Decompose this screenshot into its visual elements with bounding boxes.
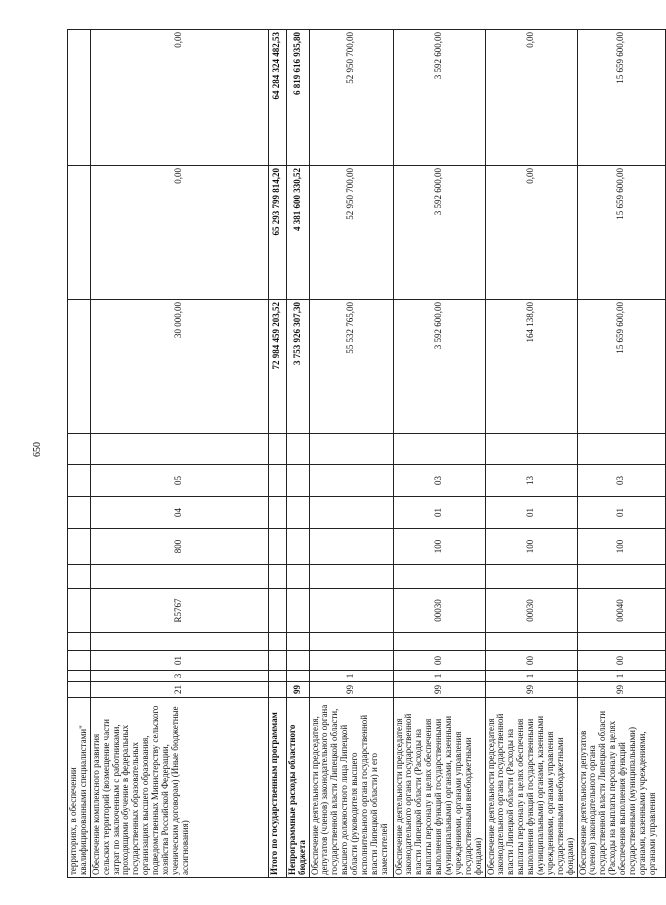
table-row (90, 30, 268, 878)
funding-code-2 (286, 465, 309, 497)
rz-code: 1 (309, 671, 393, 682)
value-year-2 (68, 166, 91, 300)
row-name: Обеспечение деятельности председателя законодательного органа государственной власти Липецкой области (Расходы на выплаты персоналу в целях обеспечения выполнения функций государственными (муниципальными) органами, казенными учреждениями, органами управления государственными внебюджетными фондами) (485, 698, 577, 878)
funding-code-3 (309, 434, 393, 465)
row-name: Обеспечение деятельности председателя, депутатов (членов) законодательного органа государственной власти Липецкой области, высшего должностного лица Липецкой области (руководителя высшего исполнительного органа государственной власти Липецкой области) и его заместителей (309, 698, 393, 878)
rz-code: 1 (393, 671, 485, 682)
csr-part-1 (577, 633, 665, 651)
table-row (309, 30, 393, 878)
funding-code-1: 04 (90, 497, 268, 529)
csr-part-2 (309, 589, 393, 633)
funding-code-3 (577, 434, 665, 465)
table-row (286, 30, 309, 878)
funding-code-3 (68, 434, 91, 465)
rz-code: 1 (577, 671, 665, 682)
csr-part-3 (309, 565, 393, 589)
table-row (393, 30, 485, 878)
funding-code-3 (485, 434, 577, 465)
value-year-1: 30 000,00 (90, 300, 268, 434)
csr-part-2: R5767 (90, 589, 268, 633)
csr-part-3 (286, 565, 309, 589)
funding-code-1 (286, 497, 309, 529)
value-year-3: 0,00 (90, 30, 268, 166)
funding-code-3 (268, 434, 286, 465)
value-year-1 (68, 300, 91, 434)
funding-code-2: 13 (485, 465, 577, 497)
value-year-3: 6 819 616 935,80 (286, 30, 309, 166)
pr-code: 01 (90, 651, 268, 671)
pr-code: 00 (393, 651, 485, 671)
value-year-1: 15 659 600,00 (577, 300, 665, 434)
funding-code-3 (286, 434, 309, 465)
csr-part-3 (68, 565, 91, 589)
table-row (268, 30, 286, 878)
value-year-3: 0,00 (485, 30, 577, 166)
value-year-3 (68, 30, 91, 166)
row-name: Итого по государственным программам (268, 698, 286, 878)
vr-code: 100 (485, 529, 577, 565)
rz-code: 1 (485, 671, 577, 682)
vr-code (268, 529, 286, 565)
funding-code-1: 01 (393, 497, 485, 529)
csr-part-3 (90, 565, 268, 589)
rz-code (286, 671, 309, 682)
value-year-3: 15 659 600,00 (577, 30, 665, 166)
rotated-page (67, 30, 657, 878)
funding-code-2: 05 (90, 465, 268, 497)
value-year-3: 3 592 600,00 (393, 30, 485, 166)
value-year-2: 65 293 799 814,20 (268, 166, 286, 300)
pr-code: 00 (577, 651, 665, 671)
ved-code: 99 (577, 682, 665, 698)
ved-code (268, 682, 286, 698)
funding-code-2: 03 (393, 465, 485, 497)
value-year-1: 3 753 926 307,30 (286, 300, 309, 434)
ved-code: 99 (393, 682, 485, 698)
value-year-1: 72 984 459 203,52 (268, 300, 286, 434)
row-name: Непрограммные расходы областного бюджета (286, 698, 309, 878)
csr-part-3 (485, 565, 577, 589)
value-year-1: 55 532 765,00 (309, 300, 393, 434)
ved-code: 99 (309, 682, 393, 698)
pr-code (268, 651, 286, 671)
pr-code (286, 651, 309, 671)
funding-code-2 (68, 465, 91, 497)
budget-table (67, 29, 666, 878)
vr-code: 100 (577, 529, 665, 565)
funding-code-1 (309, 497, 393, 529)
value-year-1: 164 138,00 (485, 300, 577, 434)
funding-code-1: 01 (485, 497, 577, 529)
ved-code: 99 (286, 682, 309, 698)
pr-code (309, 651, 393, 671)
row-name: территориях, в обеспечении квалифицированными специалистами" (68, 698, 91, 878)
row-name: Обеспечение комплексного развития сельских территорий (возмещение части затрат по заключенным с работниками, проходящими обучение в федеральных государственных образовательных организациях высшего образования, подведомственных Министерству сельского хозяйства Российской Федерации, ученическим договорам) (Иные бюджетные ассигнования) (90, 698, 268, 878)
value-year-2: 4 381 600 330,52 (286, 166, 309, 300)
csr-part-3 (268, 565, 286, 589)
csr-part-2: 00040 (577, 589, 665, 633)
csr-part-1 (393, 633, 485, 651)
csr-part-1 (309, 633, 393, 651)
funding-code-1 (268, 497, 286, 529)
csr-part-2 (68, 589, 91, 633)
value-year-2: 0,00 (485, 166, 577, 300)
csr-part-1 (90, 633, 268, 651)
funding-code-2: 03 (577, 465, 665, 497)
funding-code-3 (393, 434, 485, 465)
pr-code (68, 651, 91, 671)
ved-code: 21 (90, 682, 268, 698)
table-row (577, 30, 665, 878)
vr-code: 800 (90, 529, 268, 565)
csr-part-1 (286, 633, 309, 651)
csr-part-2 (268, 589, 286, 633)
funding-code-3 (90, 434, 268, 465)
funding-code-2 (309, 465, 393, 497)
pr-code: 00 (485, 651, 577, 671)
csr-part-1 (68, 633, 91, 651)
csr-part-3 (577, 565, 665, 589)
value-year-3: 64 284 324 482,53 (268, 30, 286, 166)
csr-part-2: 00030 (393, 589, 485, 633)
csr-part-2 (286, 589, 309, 633)
rz-code (68, 671, 91, 682)
value-year-1: 3 592 600,00 (393, 300, 485, 434)
value-year-2: 0,00 (90, 166, 268, 300)
value-year-2: 15 659 600,00 (577, 166, 665, 300)
csr-part-2: 00030 (485, 589, 577, 633)
page-number: 650 (32, 442, 43, 457)
value-year-2: 3 592 600,00 (393, 166, 485, 300)
funding-code-1: 01 (577, 497, 665, 529)
vr-code (286, 529, 309, 565)
rz-code: 3 (90, 671, 268, 682)
value-year-3: 52 950 700,00 (309, 30, 393, 166)
funding-code-1 (68, 497, 91, 529)
csr-part-1 (485, 633, 577, 651)
vr-code (68, 529, 91, 565)
ved-code: 99 (485, 682, 577, 698)
vr-code: 100 (393, 529, 485, 565)
csr-part-3 (393, 565, 485, 589)
row-name: Обеспечение деятельности председателя законодательного органа государственной власти Липецкой области (Расходы на выплаты персоналу в целях обеспечения выполнения функций государственными (муниципальными) органами, казенными учреждениями, органами управления государственными внебюджетными фондами) (393, 698, 485, 878)
vr-code (309, 529, 393, 565)
table-row (485, 30, 577, 878)
csr-part-1 (268, 633, 286, 651)
value-year-2: 52 950 700,00 (309, 166, 393, 300)
ved-code (68, 682, 91, 698)
row-name: Обеспечение деятельности депутатов (членов) законодательного органа государственной власти Липецкой области (Расходы на выплаты персоналу в целях обеспечения выполнения функций государственными (муниципальными) органами, казенными учреждениями, органами управления (577, 698, 665, 878)
funding-code-2 (268, 465, 286, 497)
rz-code (268, 671, 286, 682)
table-row (68, 30, 91, 878)
